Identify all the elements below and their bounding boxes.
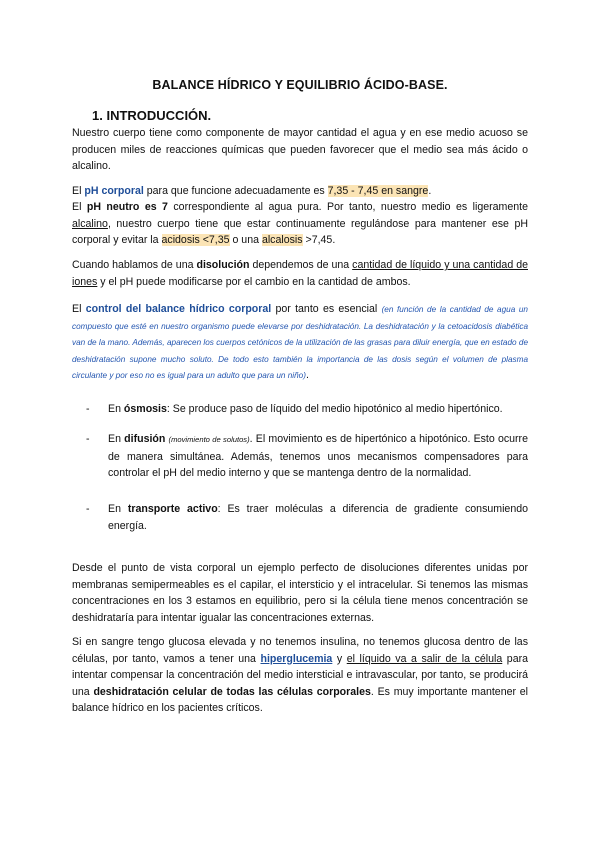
dash-bullet: - [86,403,90,415]
term-deshidratacion: deshidratación celular de todas las células corporales [93,685,371,698]
highlight-acidosis: acidosis <7,35 [161,234,230,247]
paragraph-capilar: Desde el punto de vista corporal un ejemplo perfecto de disoluciones diferentes unidas por membranas semipermeables es el capilar, el intersticio y el intracelular. Si tenemos las mismas concentraciones en los 3 estamos en equilibrio, pero si la célula tiene menos concentración se deshidrataría para intentar igualar las concentraciones externas. [72,562,528,624]
paragraph-ph-corporal [72,183,528,200]
paragraph-disolucion [72,257,528,290]
underlined-alcalino: alcalino [72,217,108,230]
text-run: En [108,503,128,515]
paragraph-glucosa [72,634,528,717]
term-disolucion: disolución [196,259,250,271]
highlight-alcalosis: alcalosis [261,234,303,247]
list-item-transporte [86,501,528,534]
list-item-difusion [86,431,528,482]
note-movimiento: (movimiento de solutos) [168,435,250,444]
text-run: . El movimiento es de hipertónico a hipotónico. Esto ocurre de manera simultánea. Además, tenemos unos mecanismos compensadores para controlar el pH del medio interno y que se mantenga dentro de la normalidad. [108,433,528,480]
term-difusion: difusión [124,433,166,445]
text-run: El [72,303,86,315]
text-run: y el pH puede modificarse por el cambio en la cantidad de ambos. [97,275,411,288]
text-run: por tanto es esencial [271,303,382,315]
text-run: >7,45. [302,234,336,247]
underlined-liquido: el líquido va a salir de la célula [346,652,503,665]
text-run: para intentar compensar la concentración del medio intersticial e intravascular, por tanto, se producirá una [72,652,529,698]
text-run: . [305,369,309,382]
text-run: En [108,433,125,445]
highlight-ph-range: 7,35 - 7,45 en sangre [327,185,429,197]
italic-note: (en función de la cantidad de agua un compuesto que esté en nuestro organismo puede elevarse por deshidratación. La deshidratación y la cetoacidosis diabética van de la mano. Además, aparecen los cuerpos cetónicos de la utilización de las grasas para diluir energía, que en estado de deshidratación supone mucho soluto. De todo esto también la importancia de las dosis según el volumen de plasma circulante y por eso no es igual para un adulto que para un niño) [72,305,528,381]
text-run: dependemos de una [249,259,353,271]
list-item-osmosis [86,401,528,418]
term-ph: pH [86,201,101,213]
text-run: . [428,185,432,197]
paragraph-ph-neutro [72,199,528,249]
text-run: o una [229,234,262,247]
section-heading: 1. INTRODUCCIÓN. [92,108,212,123]
text-run: El [72,185,85,197]
text-run: Cuando hablamos de una [72,259,197,271]
dash-bullet: - [86,503,90,515]
term-transporte-activo: transporte activo [127,503,218,515]
text-run: . Es muy importante mantener el balance hídrico en los pacientes críticos. [72,685,529,715]
document-title: BALANCE HÍDRICO Y EQUILIBRIO ÁCIDO-BASE. [152,78,448,92]
text-run: : Es traer moléculas a diferencia de gradiente consumiendo energía. [108,503,528,532]
text-run: El [72,201,87,213]
term-neutro: neutro es 7 [100,201,168,213]
text-run: correspondiente al agua pura. Por tanto, nuestro medio es ligeramente [167,201,528,213]
term-control-balance: control del balance hídrico corporal [85,303,272,315]
dash-bullet: - [86,433,90,445]
text-run: : Se produce paso de líquido del medio hipotónico al medio hipertónico. [166,403,503,415]
text-run: En [108,403,124,415]
paragraph-intro: Nuestro cuerpo tiene como componente de mayor cantidad el agua y en ese medio acuoso se producen miles de reacciones químicas que pueden favorecer que el medio sea más ácido o alcalino. [72,127,528,173]
text-run: , nuestro cuerpo tiene que estar continuamente regulándose para mantener ese pH corporal y evitar la [72,217,528,247]
text-run: Si en sangre tengo glucosa elevada y no tenemos insulina, no tenemos glucosa dentro de las células, por tanto, vamos a tener una [72,636,528,665]
term-ph-corporal: pH corporal [84,185,144,197]
paragraph-control-balance [72,301,528,384]
text-run: para que funcione adecuadamente es [143,185,328,197]
term-hiperglucemia: hiperglucemia [260,652,333,665]
underlined-cantidad: cantidad de líquido y una cantidad de iones [72,259,528,288]
term-osmosis: ósmosis [123,403,167,415]
text-run: y [332,652,347,665]
